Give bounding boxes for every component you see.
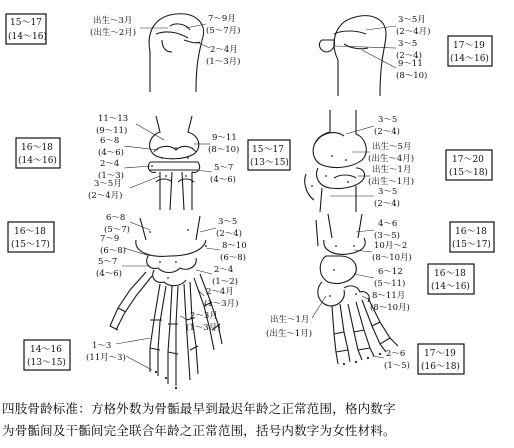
foot-box3-main: 17～19 xyxy=(424,349,456,359)
elbow-box1-female: (14～16) xyxy=(18,156,57,166)
hand-label-female: (5～7) xyxy=(104,225,130,235)
shoulder-right-box-main: 17～19 xyxy=(453,41,485,51)
elbow-label-main: 3～5月 xyxy=(94,179,122,189)
elbow-label-main: 6～8 xyxy=(100,136,120,146)
knee-label-main: 3～5 xyxy=(378,115,398,125)
shoulder-right-label-main: 3～5月 xyxy=(398,15,426,25)
foot-label-female: (8～10月) xyxy=(372,253,412,263)
hand-box1-main: 16～18 xyxy=(14,227,46,237)
foot-label-main: 2～6 xyxy=(386,349,406,359)
foot-panel xyxy=(266,214,494,374)
knee-label-female: (2～4) xyxy=(374,127,400,137)
hand-box2-main: 14～16 xyxy=(30,345,62,355)
hand-panel xyxy=(8,213,247,389)
hand-label-main: 8～10 xyxy=(222,241,247,251)
elbow-label-female: (8～10) xyxy=(208,145,240,155)
hand-label-female: (1～3月) xyxy=(186,323,221,333)
shoulder-right-label-female: (2～4) xyxy=(396,51,422,61)
knee-joint-drawing xyxy=(305,110,367,212)
hand-label-main: 2～3月 xyxy=(190,311,218,321)
hand-label-main: 1～3 xyxy=(92,341,112,351)
knee-label-main: 3～5 xyxy=(378,187,398,197)
foot-label-main: 10月～2 xyxy=(374,241,408,251)
hand-label-female: (1～3月) xyxy=(204,299,239,309)
shoulder-right-label-female: (2～4月) xyxy=(396,27,431,37)
shoulder-right-box-female: (14～16) xyxy=(450,54,489,64)
hand-label-main: 5～7 xyxy=(98,257,118,267)
foot-box2-main: 16～18 xyxy=(434,269,466,279)
shoulder-left-label-female: (5～7月) xyxy=(206,26,241,36)
figure-caption xyxy=(2,398,512,442)
knee-box-female: (15～18) xyxy=(449,168,488,178)
hand-label-female: (1～2) xyxy=(212,277,238,287)
shoulder-right-panel xyxy=(319,15,492,96)
elbow-label-main: 2～4 xyxy=(100,159,120,169)
elbow-label-main: 11～13 xyxy=(98,114,129,124)
foot-box3-female: (16～18) xyxy=(421,362,460,372)
knee-label-female: (出生～1月) xyxy=(368,177,415,187)
elbow-label-female: (2～4月) xyxy=(88,191,123,201)
foot-label-main: 8～11月 xyxy=(372,291,406,301)
foot-label-main: 6～12 xyxy=(378,267,403,277)
foot-label-main: 4～6 xyxy=(378,219,398,229)
shoulder-left-label-main: 2～4月 xyxy=(210,45,238,55)
elbow-label-main: 9～11 xyxy=(212,133,237,143)
shoulder-left-box-main: 15～17 xyxy=(10,18,42,28)
shoulder-right-label-main: 9～11 xyxy=(398,59,423,69)
elbow-label-main: 5～7 xyxy=(214,163,234,173)
shoulder-left-panel xyxy=(6,14,240,92)
foot-label-female: (8～10月) xyxy=(370,303,410,313)
elbow-joint-drawing xyxy=(148,116,199,210)
shoulder-left-label-female: (出生～2月) xyxy=(90,28,137,38)
hand-label-female: (11月～3) xyxy=(86,353,126,363)
hand-label-female: (6～8) xyxy=(100,246,126,256)
elbow-box2-main: 15～17 xyxy=(252,145,284,155)
caption-line-2: 为骨骺间及干骺间完全联合年龄之正常范围，括号内数字为女性材料。 xyxy=(2,423,396,438)
humerus-proximal-lateral-drawing xyxy=(319,16,386,96)
humerus-proximal-drawing xyxy=(149,14,203,92)
hand-label-main: 6～8 xyxy=(106,213,126,223)
foot-box1-female: (15～17) xyxy=(452,240,491,250)
hand-label-main: 2～4 xyxy=(214,265,234,275)
hand-label-main: 2～4月 xyxy=(206,287,234,297)
knee-box-main: 17～20 xyxy=(452,155,484,165)
hand-label-female: (2～4) xyxy=(216,229,242,239)
foot-box1-main: 16～18 xyxy=(455,227,487,237)
hand-label-female: (4～6) xyxy=(96,269,122,279)
elbow-label-female: (4～6) xyxy=(210,175,236,185)
elbow-box1-main: 16～18 xyxy=(21,143,53,153)
hand-box2-female: (13～15) xyxy=(27,358,66,368)
knee-label-female: (2～4) xyxy=(374,199,400,209)
shoulder-right-label-female: (8～10) xyxy=(396,71,428,81)
knee-panel xyxy=(305,110,492,212)
hand-label-main: 7～9 xyxy=(100,234,120,244)
elbow-label-female: (1～3) xyxy=(98,171,124,181)
foot-label-female: (1～5) xyxy=(384,361,410,371)
hand-box1-female: (15～17) xyxy=(11,240,50,250)
caption-line-1: 四肢骨龄标准：方格外数为骨骺最早到最迟年龄之正常范围，格内数字 xyxy=(2,401,396,416)
elbow-label-female: (4～6) xyxy=(98,148,124,158)
hand-label-female: (6～8) xyxy=(220,253,246,263)
shoulder-left-label-female: (1～3月) xyxy=(206,57,241,67)
foot-label-female: (3～5) xyxy=(374,231,400,241)
elbow-panel xyxy=(16,114,290,210)
elbow-box2-female: (13～15) xyxy=(250,158,289,168)
foot-box2-female: (14～16) xyxy=(431,282,470,292)
foot-label-female: (出生～1月) xyxy=(266,329,313,339)
foot-label-main: 出生～1月 xyxy=(270,315,310,325)
shoulder-right-label-main: 3～5 xyxy=(398,39,418,49)
foot-label-female: (5～11) xyxy=(374,279,406,289)
knee-label-female: (出生～4月) xyxy=(368,154,415,164)
shoulder-left-label-main: 出生～3月 xyxy=(93,16,133,26)
knee-label-main: 出生～1月 xyxy=(372,165,412,175)
shoulder-left-box-female: (14～16) xyxy=(8,32,47,42)
hand-label-main: 3～5 xyxy=(218,217,238,227)
knee-label-main: 出生～5月 xyxy=(372,142,412,152)
shoulder-left-label-main: 7～9月 xyxy=(208,14,236,24)
elbow-label-female: (9～11) xyxy=(96,126,128,136)
